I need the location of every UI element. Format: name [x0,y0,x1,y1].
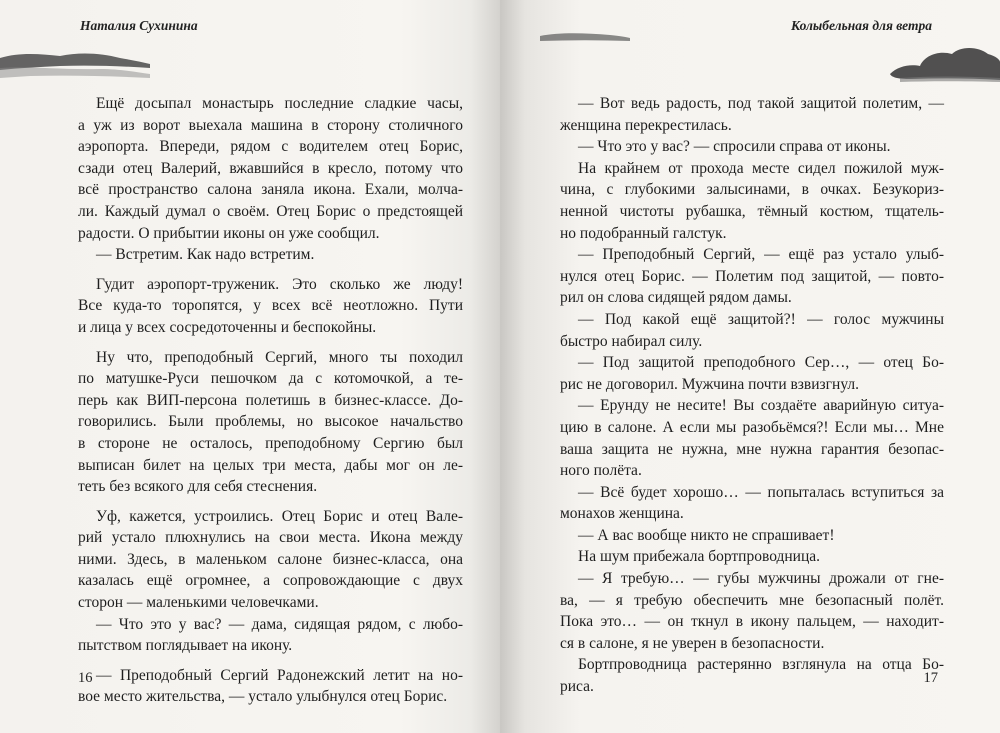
text-line: На шум прибежала бортпроводница. [578,548,821,566]
right-page-body [560,93,944,698]
text-line: — Всё будет хорошо… — попыталась вступиться за [578,483,944,501]
text-line: вое место жительства, — устало улыбнулся отец Борис. [78,688,448,706]
text-line: сзади отец Валерий, вжавшийся в кресло, потому что [78,159,463,177]
text-line: — Что это у вас? — дама, сидящая рядом, с любо- [96,615,463,633]
text-line: — А вас вообще никто не спрашивает! [578,526,835,544]
text-line: аэропорта. Впереди, рядом с водителем отец Борис, [78,138,463,156]
text-line: рис не договорил. Мужчина почти взвизгнул. [560,375,859,393]
cloud-wisp-icon [540,22,630,52]
running-head-title: Колыбельная для ветра [790,18,932,33]
text-line: — Под какой ещё защитой?! — голос мужчины [578,310,944,328]
text-line: в стороне не осталось, преподобному Сергию был [78,434,463,452]
text-line: казалась ещё огромнее, а сопровождающие с двух [78,572,463,590]
text-line: ними. Здесь, в маленьком салоне бизнес-класса, она [78,550,463,568]
text-line: чина, с глубокими залысинами, в очках. Безукориз- [560,181,944,199]
text-line: и лица у всех сосредоточенны и беспокойны. [78,318,377,336]
text-line: — Преподобный Сергий, — ещё раз устало улыб- [578,246,944,264]
text-line: монахов женщина. [560,505,684,523]
cloud-ornament-icon [880,38,1000,88]
text-line: Ещё досыпал монастырь последние сладкие часы, [96,95,463,112]
text-line: Все куда-то торопятся, у всех всё неотложно. Пути [78,297,463,315]
text-line: ва, — я требую обеспечить мне безопасный полёт. [560,591,944,609]
text-line: рий устало плюхнулись на свои места. Икона между [78,529,463,547]
text-line: рил он слова сидящей рядом дамы. [560,289,792,307]
text-line: — Я требую… — губы мужчины дрожали от гне- [578,570,944,588]
text-line: — Встретим. Как надо встретим. [96,246,315,264]
text-line: Пока это… — он ткнул в икону пальцем, — находит- [560,613,944,631]
text-line: нулся отец Борис. — Полетим под защитой, — повто- [560,267,944,285]
text-line: ного полёта. [560,462,642,480]
text-line: — Ерунду не несите! Вы создаёте аварийную ситуа- [578,397,944,415]
page-number-left: 16 [78,670,93,686]
text-line: выписан билет на целых три места, дабы мог он ле- [78,456,463,474]
text-line: На крайнем от прохода месте сидел пожилой муж- [578,159,944,177]
running-head-author: Наталия Сухинина [80,18,198,33]
text-line: — Что это у вас? — спросили справа от иконы. [578,138,891,156]
text-line: Уф, кажется, устроились. Отец Борис и отец Вале- [96,507,463,525]
text-line: всё пространство салона заняла икона. Ехали, молча- [78,181,463,199]
text-line: ся в салоне, я не уверен в безопасности. [560,634,825,652]
text-line: по матушке-Руси пешочком да с котомочкой, а те- [78,370,463,388]
text-line: Бортпроводница растерянно взглянула на отца Бо- [578,656,944,674]
text-line: — Вот ведь радость, под такой защитой полетим, — [578,95,944,112]
text-line: ваша защита не нужна, мне нужна гарантия безопас- [560,440,944,458]
text-line: Гудит аэропорт-труженик. Это сколько же люду! [96,275,463,293]
text-line: перь как ВИП-персона полетишь в бизнес-классе. До- [78,391,463,409]
text-line: теть без всякого для себя стеснения. [78,478,318,496]
text-line: риса. [560,678,594,696]
right-page [500,0,1000,733]
text-line: ненной чистоты рубашка, тёмный костюм, тщатель- [560,202,944,220]
text-line: сторон — маленькими человечками. [78,594,319,612]
text-line: Ну что, преподобный Сергий, много ты походил [96,348,463,366]
page-number-right: 17 [923,670,938,686]
text-line: а уж из ворот выехала машина в сторону столичного [78,116,463,134]
cloud-ornament-icon [0,34,150,84]
text-line: говорились. Были проблемы, но высокое начальство [78,413,463,431]
text-line: пытством поглядывает на икону. [78,637,293,655]
text-line: радости. О прибытии иконы он уже сообщил. [78,224,380,242]
text-line: женщина перекрестилась. [560,116,732,134]
text-line: но подобранный галстук. [560,224,727,242]
text-line: — Преподобный Сергий Радонежский летит на но- [96,666,463,684]
left-page-body [78,93,463,708]
text-line: цию в салоне. А если мы разобьёмся?! Если мы… Мне [560,418,944,436]
text-line: быстро набирал силу. [560,332,703,350]
text-line: ли. Каждый думал о своём. Отец Борис о предстоящей [78,202,463,220]
text-line: — Под защитой преподобного Сер…, — отец Бо- [578,354,944,372]
